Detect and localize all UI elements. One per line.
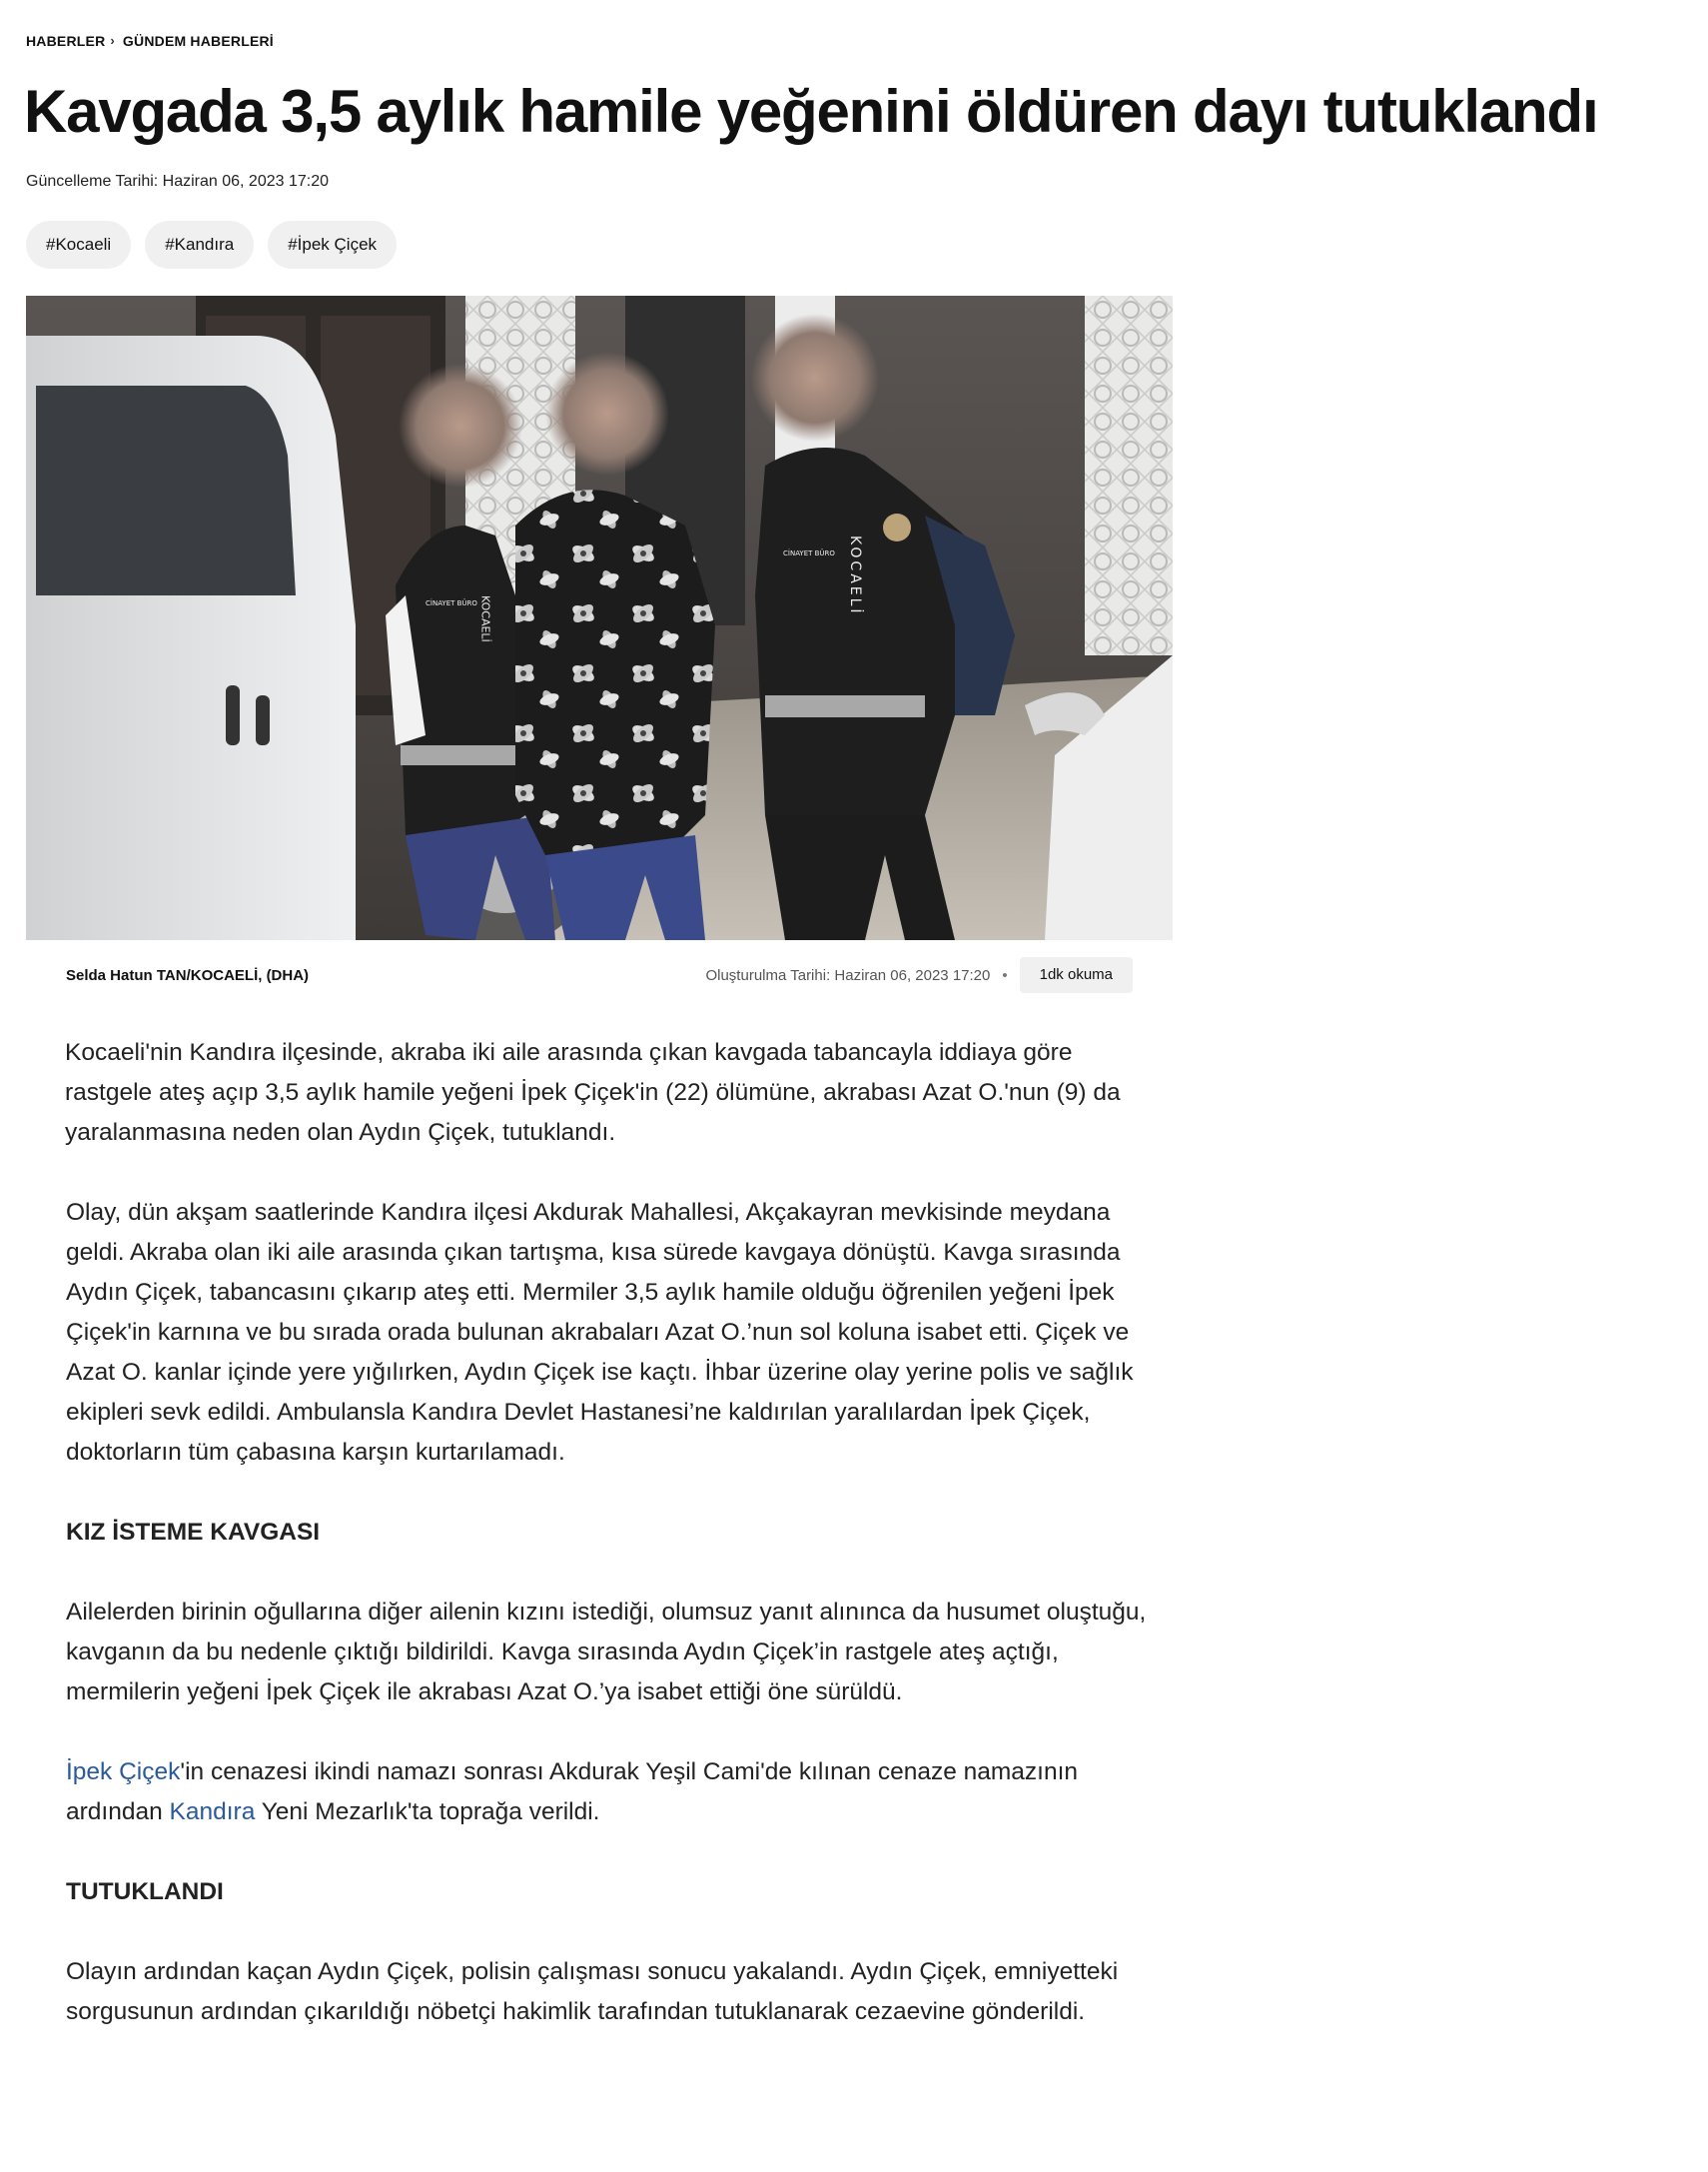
tag-list <box>26 221 397 269</box>
article-body <box>66 1033 1155 2072</box>
subheading-tutuklandi: TUTUKLANDI <box>66 1878 224 1905</box>
badge-text-right: CİNAYET BÜRO <box>783 549 835 557</box>
breadcrumb-gundem-haberleri[interactable]: GÜNDEM HABERLERİ <box>122 33 274 49</box>
article-title: Kavgada 3,5 aylık hamile yeğenini öldüren dayı tutuklandı <box>24 78 1598 145</box>
created-date: Oluşturulma Tarihi: Haziran 06, 2023 17:20 <box>705 966 991 984</box>
tag-ipek-cicek[interactable]: #İpek Çiçek <box>268 221 397 269</box>
meta-right <box>705 957 1133 993</box>
tag-kocaeli[interactable]: #Kocaeli <box>26 221 131 269</box>
paragraph-4 <box>66 1752 1155 1832</box>
updated-date: Güncelleme Tarihi: Haziran 06, 2023 17:20 <box>26 173 329 190</box>
paragraph-5: Olayın ardından kaçan Aydın Çiçek, polisin çalışması sonucu yakalandı. Aydın Çiçek, emniyetteki sorgusunun ardından çıkarıldığı nöbetçi hakimlik tarafından tutuklanarak cezaevine gönderildi. <box>66 1958 1119 2025</box>
meta-separator: • <box>1002 966 1008 984</box>
breadcrumb <box>26 33 274 49</box>
paragraph-2: Olay, dün akşam saatlerinde Kandıra ilçesi Akdurak Mahallesi, Akçakayran mevkisinde meydana geldi. Akraba olan iki aile arasında çıkan tartışma, kısa sürede kavgaya dönüştü. Kavga sırasında Aydın Çiçek, tabancasını çıkarıp ateş etti. Mermiler 3,5 aylık hamile olduğu öğrenilen yeğeni İpek Çiçek'in karnına ve bu sırada orada bulunan akrabaları Azat O.’nun sol koluna isabet etti. Çiçek ve Azat O. kanlar içinde yere yığılırken, Aydın Çiçek ise kaçtı. İhbar üzerine olay yerine polis ve sağlık ekipleri sevk edildi. Ambulansla Kandıra Devlet Hastanesi’ne kaldırılan yaralılardan İpek Çiçek, doktorların tüm çabasına karşın kurtarılamadı. <box>66 1199 1134 1466</box>
paragraph-3: Ailelerden birinin oğullarına diğer ailenin kızını istediği, olumsuz yanıt alınınca da husumet oluştuğu, kavganın da bu nedenle çıktığı bildirildi. Kavga sırasında Aydın Çiçek’in rastgele ateş açtığı, mermilerin yeğeni İpek Çiçek ile akrabası Azat O.’ya isabet ettiği öne sürüldü. <box>66 1599 1147 1705</box>
vest-text-right: KOCAELİ <box>847 536 863 616</box>
author-name: Selda Hatun TAN/KOCAELİ, (DHA) <box>66 966 310 984</box>
paragraph-1: Kocaeli'nin Kandıra ilçesinde, akraba iki aile arasında çıkan kavgada tabancayla iddiaya göre rastgele ateş açıp 3,5 aylık hamile yeğeni İpek Çiçek'in (22) ölümüne, akrabası Azat O.'nun (9) da yaralanmasına neden olan Aydın Çiçek, tutuklandı. <box>65 1039 1121 1146</box>
reading-time-badge: 1dk okuma <box>1020 957 1133 993</box>
chevron-right-icon: › <box>110 32 115 48</box>
article-meta <box>66 957 1133 993</box>
badge-text-left: CİNAYET BÜRO <box>426 599 477 607</box>
vest-text-left: KOCAELİ <box>478 595 492 642</box>
tag-kandira[interactable]: #Kandıra <box>145 221 254 269</box>
link-kandira[interactable]: Kandıra <box>169 1798 256 1825</box>
paragraph-4-text-2: Yeni Mezarlık'ta toprağa verildi. <box>255 1798 600 1825</box>
article-hero-image <box>26 296 1173 940</box>
link-ipek-cicek[interactable]: İpek Çiçek <box>66 1758 181 1785</box>
breadcrumb-haberler[interactable]: HABERLER <box>26 33 106 49</box>
paragraph-4-text-1: 'in cenazesi ikindi namazı sonrası Akdurak Yeşil Cami'de kılınan cenaze namazının ardından <box>66 1758 1079 1825</box>
subheading-kiz-isteme-kavgasi: KIZ İSTEME KAVGASI <box>66 1519 321 1546</box>
